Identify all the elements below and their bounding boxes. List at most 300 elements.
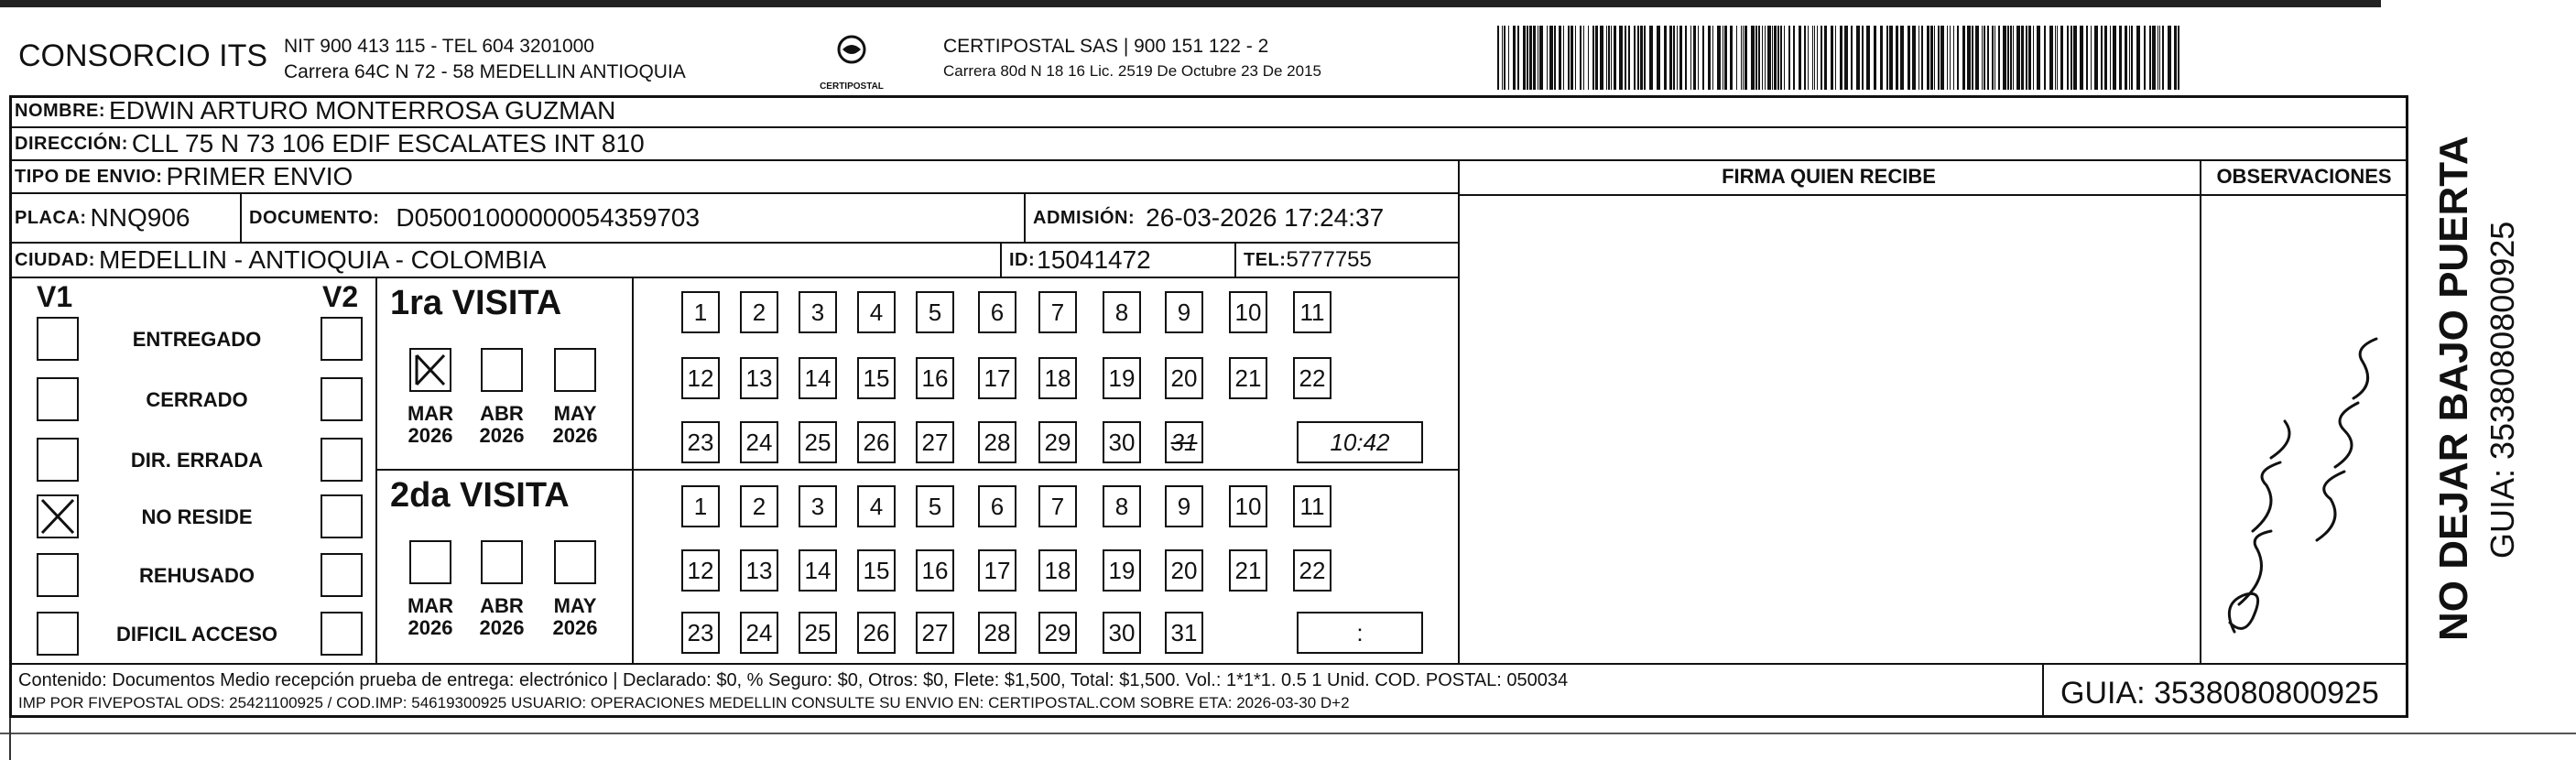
barcode-bar bbox=[1889, 26, 1893, 90]
barcode-bar bbox=[2136, 26, 2140, 90]
barcode-bar bbox=[2178, 26, 2179, 90]
day-box[interactable]: 15 bbox=[857, 357, 896, 399]
day-box[interactable]: 28 bbox=[978, 421, 1016, 463]
divider-footer-guia bbox=[2042, 663, 2044, 718]
barcode-bar bbox=[1547, 26, 1548, 90]
barcode-bar bbox=[1554, 26, 1556, 90]
side-notice: NO DEJAR BAJO PUERTA bbox=[2431, 136, 2476, 641]
barcode-bar bbox=[1611, 26, 1612, 90]
divider-observaciones bbox=[2200, 161, 2201, 663]
barcode-bar bbox=[1856, 26, 1860, 90]
barcode-bar bbox=[1844, 26, 1848, 90]
day-box[interactable]: 27 bbox=[916, 612, 954, 654]
month-label bbox=[548, 403, 603, 447]
barcode-bar bbox=[2131, 26, 2133, 90]
barcode-bar bbox=[1938, 26, 1940, 90]
placa-value: NNQ906 bbox=[90, 203, 190, 232]
barcode-bar bbox=[1765, 26, 1766, 90]
barcode-bar bbox=[1657, 26, 1660, 90]
tipo-value: PRIMER ENVIO bbox=[166, 162, 353, 190]
month-checkbox[interactable] bbox=[481, 348, 523, 392]
barcode-bar bbox=[1634, 26, 1636, 90]
day-box[interactable]: 10 bbox=[1229, 485, 1267, 527]
barcode-bar bbox=[1896, 26, 1898, 90]
day-box[interactable]: 5 bbox=[916, 291, 954, 333]
day-box[interactable]: 2 bbox=[740, 291, 778, 333]
v1-header: V1 bbox=[37, 280, 73, 313]
day-box[interactable]: 6 bbox=[978, 485, 1016, 527]
barcode-bar bbox=[2144, 26, 2146, 90]
status-option-label: NO RESIDE bbox=[141, 505, 253, 528]
day-box[interactable]: 11 bbox=[1293, 485, 1331, 527]
barcode bbox=[1497, 26, 2184, 90]
documento-value: D05001000000054359703 bbox=[396, 203, 701, 232]
barcode-bar bbox=[2007, 26, 2009, 90]
barcode-bar bbox=[1606, 26, 1607, 90]
day-box[interactable]: 23 bbox=[681, 421, 720, 463]
day-box[interactable]: 4 bbox=[857, 485, 896, 527]
barcode-bar bbox=[1743, 26, 1744, 90]
barcode-bar bbox=[1758, 26, 1760, 90]
barcode-bar bbox=[1772, 26, 1773, 90]
barcode-bar bbox=[2003, 26, 2006, 90]
barcode-bar bbox=[1817, 26, 1818, 90]
barcode-bar bbox=[1982, 26, 1983, 90]
barcode-bar bbox=[1523, 26, 1526, 90]
barcode-bar bbox=[1804, 26, 1806, 90]
status-option-label: DIFICIL ACCESO bbox=[115, 623, 277, 646]
id-value: 15041472 bbox=[1037, 245, 1151, 274]
barcode-bar bbox=[1724, 26, 1727, 90]
barcode-bar bbox=[2010, 26, 2012, 90]
barcode-bar bbox=[1762, 26, 1763, 90]
barcode-bar bbox=[2168, 26, 2171, 90]
day-box[interactable]: 5 bbox=[916, 485, 954, 527]
day-box[interactable]: 6 bbox=[978, 291, 1016, 333]
first-visit-title: 1ra VISITA bbox=[390, 284, 562, 322]
day-box[interactable]: 4 bbox=[857, 291, 896, 333]
firma-header: FIRMA QUIEN RECIBE bbox=[1722, 165, 1936, 188]
barcode-bar bbox=[1987, 26, 1989, 90]
barcode-bar bbox=[2104, 26, 2107, 90]
divider-admision bbox=[1024, 194, 1026, 242]
barcode-bar bbox=[2125, 26, 2127, 90]
barcode-bar bbox=[1640, 26, 1643, 90]
barcode-bar bbox=[1930, 26, 1933, 90]
barcode-bar bbox=[1808, 26, 1809, 90]
barcode-bar bbox=[1614, 26, 1616, 90]
admision-label: ADMISIÓN: bbox=[1033, 207, 1136, 228]
barcode-bar bbox=[1690, 26, 1691, 90]
barcode-bar bbox=[1957, 26, 1959, 90]
barcode-bar bbox=[1608, 26, 1610, 90]
day-box[interactable]: 29 bbox=[1038, 421, 1077, 463]
ciudad-value: MEDELLIN - ANTIOQUIA - COLOMBIA bbox=[98, 245, 547, 274]
barcode-bar bbox=[2174, 26, 2177, 90]
month-checkbox[interactable] bbox=[409, 348, 451, 392]
barcode-bar bbox=[1736, 26, 1737, 90]
barcode-bar bbox=[1866, 26, 1870, 90]
company-name: CONSORCIO ITS bbox=[18, 38, 268, 73]
v1-checkbox[interactable] bbox=[37, 494, 79, 538]
day-box[interactable]: 9 bbox=[1165, 485, 1203, 527]
day-box[interactable]: 21 bbox=[1229, 357, 1267, 399]
barcode-bar bbox=[1745, 26, 1747, 90]
footer-line1: Contenido: Documentos Medio recepción prueba de entrega: electrónico | Declarado: $0, % Seguro: $0, Otros: $0, Flete: $1,500, Total: $1,500. Vol.: 1*1*1. 0.5 1 Unid. COD. POSTAL: 050034 bbox=[18, 670, 1569, 690]
barcode-bar bbox=[1527, 26, 1528, 90]
certipostal-logo bbox=[815, 33, 888, 92]
barcode-bar bbox=[1588, 26, 1589, 90]
day-box[interactable]: 24 bbox=[740, 612, 778, 654]
barcode-bar bbox=[2067, 26, 2069, 90]
day-box[interactable]: 26 bbox=[857, 421, 896, 463]
month-name: MAR bbox=[407, 402, 454, 425]
v2-checkbox[interactable] bbox=[321, 317, 363, 361]
barcode-bar bbox=[1812, 26, 1813, 90]
barcode-bar bbox=[2016, 26, 2020, 90]
day-box[interactable]: 3 bbox=[799, 291, 837, 333]
v2-checkbox[interactable] bbox=[321, 553, 363, 597]
v2-checkbox[interactable] bbox=[321, 438, 363, 482]
barcode-bar bbox=[2037, 26, 2040, 90]
day-box[interactable]: 8 bbox=[1103, 291, 1141, 333]
day-box[interactable]: 16 bbox=[916, 357, 954, 399]
barcode-bar bbox=[1998, 26, 2000, 90]
barcode-bar bbox=[1984, 26, 1985, 90]
barcode-bar bbox=[2162, 26, 2164, 90]
barcode-bar bbox=[2080, 26, 2083, 90]
barcode-bar bbox=[1840, 26, 1842, 90]
barcode-bar bbox=[1580, 26, 1581, 90]
day-box[interactable]: 30 bbox=[1103, 612, 1141, 654]
barcode-bar bbox=[1874, 26, 1876, 90]
direccion-label: DIRECCIÓN: bbox=[15, 133, 128, 154]
v2-checkbox[interactable] bbox=[321, 612, 363, 656]
barcode-bar bbox=[1967, 26, 1971, 90]
barcode-bar bbox=[1497, 26, 1499, 90]
barcode-bar bbox=[1755, 26, 1757, 90]
month-label bbox=[403, 403, 458, 447]
barcode-bar bbox=[1698, 26, 1699, 90]
id-label: ID: bbox=[1009, 249, 1036, 270]
divider-firma bbox=[1458, 161, 1460, 663]
day-box[interactable]: 7 bbox=[1038, 485, 1077, 527]
barcode-bar bbox=[1677, 26, 1678, 90]
barcode-bar bbox=[2044, 26, 2046, 90]
barcode-bar bbox=[2129, 26, 2130, 90]
day-box[interactable]: 2 bbox=[740, 485, 778, 527]
barcode-bar bbox=[1685, 26, 1687, 90]
day-box[interactable]: 18 bbox=[1038, 549, 1077, 592]
day-box[interactable]: 29 bbox=[1038, 612, 1077, 654]
observaciones-header: OBSERVACIONES bbox=[2216, 165, 2392, 188]
day-box[interactable]: 12 bbox=[681, 357, 720, 399]
barcode-bar bbox=[2049, 26, 2053, 90]
barcode-bar bbox=[2094, 26, 2098, 90]
month-year: 2026 bbox=[552, 616, 598, 639]
barcode-bar bbox=[1774, 26, 1777, 90]
scan-edge bbox=[0, 0, 2381, 7]
month-year: 2026 bbox=[408, 424, 453, 447]
barcode-bar bbox=[1799, 26, 1801, 90]
barcode-bar bbox=[1784, 26, 1785, 90]
month-year: 2026 bbox=[408, 616, 453, 639]
second-visit-title: 2da VISITA bbox=[390, 476, 570, 515]
barcode-bar bbox=[1664, 26, 1667, 90]
day-box[interactable]: 19 bbox=[1103, 357, 1141, 399]
day-box[interactable]: 22 bbox=[1293, 549, 1331, 592]
carrier-line: CERTIPOSTAL SAS | 900 151 122 - 2 bbox=[943, 36, 1269, 57]
barcode-bar bbox=[1649, 26, 1653, 90]
barcode-bar bbox=[1851, 26, 1853, 90]
month-year: 2026 bbox=[479, 616, 525, 639]
barcode-bar bbox=[1934, 26, 1935, 90]
day-box[interactable]: 13 bbox=[740, 549, 778, 592]
day-box[interactable]: 8 bbox=[1103, 485, 1141, 527]
barcode-bar bbox=[1767, 26, 1771, 90]
documento-label: DOCUMENTO: bbox=[249, 207, 380, 228]
barcode-bar bbox=[2026, 26, 2027, 90]
barcode-bar bbox=[1900, 26, 1904, 90]
day-box[interactable]: 11 bbox=[1293, 291, 1331, 333]
day-box[interactable]: 20 bbox=[1165, 357, 1203, 399]
day-box[interactable]: 17 bbox=[978, 549, 1016, 592]
footer-guia: GUIA: 3538080800925 bbox=[2060, 676, 2379, 711]
v1-checkbox[interactable] bbox=[37, 438, 79, 482]
month-checkbox[interactable] bbox=[481, 540, 523, 584]
barcode-bar bbox=[1533, 26, 1536, 90]
barcode-bar bbox=[1583, 26, 1584, 90]
tipo-label: TIPO DE ENVIO: bbox=[15, 166, 163, 187]
visit-time-field[interactable]: 10:42 bbox=[1297, 421, 1423, 463]
barcode-bar bbox=[2013, 26, 2014, 90]
barcode-bar bbox=[1693, 26, 1696, 90]
barcode-bar bbox=[1780, 26, 1782, 90]
barcode-bar bbox=[1502, 26, 1503, 90]
barcode-bar bbox=[1950, 26, 1951, 90]
barcode-bar bbox=[1886, 26, 1888, 90]
barcode-bar bbox=[2101, 26, 2103, 90]
day-box[interactable]: 12 bbox=[681, 549, 720, 592]
barcode-bar bbox=[2057, 26, 2058, 90]
day-box[interactable]: 20 bbox=[1165, 549, 1203, 592]
barcode-bar bbox=[1568, 26, 1570, 90]
barcode-bar bbox=[1708, 26, 1711, 90]
day-box[interactable]: 28 bbox=[978, 612, 1016, 654]
divider-header-right bbox=[1458, 194, 2408, 196]
v1-checkbox[interactable] bbox=[37, 612, 79, 656]
visit-time-field[interactable]: : bbox=[1297, 612, 1423, 654]
day-box[interactable]: 25 bbox=[799, 421, 837, 463]
barcode-bar bbox=[1712, 26, 1713, 90]
barcode-bar bbox=[1513, 26, 1516, 90]
month-checkbox[interactable] bbox=[554, 540, 596, 584]
row-tipo bbox=[9, 161, 1458, 194]
row-nombre bbox=[9, 95, 2408, 128]
barcode-bar bbox=[1777, 26, 1779, 90]
tel-label: TEL: bbox=[1244, 249, 1287, 270]
barcode-bar bbox=[1702, 26, 1704, 90]
barcode-bar bbox=[2060, 26, 2063, 90]
barcode-bar bbox=[1912, 26, 1916, 90]
logo-text: CERTIPOSTAL bbox=[820, 81, 884, 92]
barcode-bar bbox=[2021, 26, 2024, 90]
month-name: MAY bbox=[553, 594, 597, 617]
row-placa bbox=[9, 194, 1458, 244]
barcode-bar bbox=[1625, 26, 1626, 90]
month-year: 2026 bbox=[479, 424, 525, 447]
day-box[interactable]: 1 bbox=[681, 485, 720, 527]
barcode-bar bbox=[1835, 26, 1836, 90]
barcode-bar bbox=[1741, 26, 1742, 90]
month-checkbox[interactable] bbox=[554, 348, 596, 392]
day-box[interactable]: 26 bbox=[857, 612, 896, 654]
month-label bbox=[548, 595, 603, 639]
divider-status bbox=[375, 278, 377, 663]
month-year: 2026 bbox=[552, 424, 598, 447]
day-box[interactable]: 1 bbox=[681, 291, 720, 333]
status-option-label: REHUSADO bbox=[139, 564, 255, 587]
day-box[interactable]: 14 bbox=[799, 357, 837, 399]
day-box[interactable]: 7 bbox=[1038, 291, 1077, 333]
barcode-bar bbox=[2071, 26, 2072, 90]
day-box[interactable]: 3 bbox=[799, 485, 837, 527]
day-box[interactable]: 16 bbox=[916, 549, 954, 592]
barcode-bar bbox=[2028, 26, 2031, 90]
month-label bbox=[474, 595, 529, 639]
company-nit: NIT 900 413 115 - TEL 604 3201000 bbox=[284, 36, 594, 57]
barcode-bar bbox=[1730, 26, 1733, 90]
admision-value: 26-03-2026 17:24:37 bbox=[1146, 203, 1385, 232]
v1-checkbox[interactable] bbox=[37, 553, 79, 597]
barcode-bar bbox=[1992, 26, 1994, 90]
barcode-bar bbox=[2159, 26, 2160, 90]
barcode-bar bbox=[1975, 26, 1979, 90]
nombre-label: NOMBRE: bbox=[15, 100, 106, 121]
barcode-bar bbox=[1563, 26, 1564, 90]
day-box[interactable]: 10 bbox=[1229, 291, 1267, 333]
day-box[interactable]: 18 bbox=[1038, 357, 1077, 399]
barcode-bar bbox=[1793, 26, 1795, 90]
day-box[interactable]: 13 bbox=[740, 357, 778, 399]
day-box[interactable]: 15 bbox=[857, 549, 896, 592]
barcode-bar bbox=[1717, 26, 1721, 90]
handwritten-observation bbox=[2216, 302, 2399, 650]
barcode-bar bbox=[1921, 26, 1923, 90]
month-label bbox=[474, 403, 529, 447]
barcode-bar bbox=[2091, 26, 2092, 90]
barcode-bar bbox=[1814, 26, 1815, 90]
ciudad-label: CIUDAD: bbox=[15, 249, 95, 270]
day-box[interactable]: 24 bbox=[740, 421, 778, 463]
day-box[interactable]: 30 bbox=[1103, 421, 1141, 463]
barcode-bar bbox=[2110, 26, 2111, 90]
carrier-address: Carrera 80d N 18 16 Lic. 2519 De Octubre 23 De 2015 bbox=[943, 62, 1321, 80]
barcode-bar bbox=[1953, 26, 1954, 90]
scan-edge-bottom bbox=[0, 733, 2576, 734]
placa-label: PLACA: bbox=[15, 207, 87, 228]
v2-header: V2 bbox=[322, 280, 359, 313]
barcode-bar bbox=[1918, 26, 1919, 90]
day-box[interactable]: 14 bbox=[799, 549, 837, 592]
barcode-bar bbox=[1559, 26, 1561, 90]
divider-footer bbox=[9, 663, 2408, 665]
barcode-bar bbox=[2086, 26, 2088, 90]
company-address: Carrera 64C N 72 - 58 MEDELLIN ANTIOQUIA bbox=[284, 61, 686, 82]
month-checkbox[interactable] bbox=[409, 540, 451, 584]
barcode-bar bbox=[1571, 26, 1573, 90]
barcode-bar bbox=[1600, 26, 1603, 90]
barcode-bar bbox=[1637, 26, 1639, 90]
barcode-bar bbox=[1880, 26, 1883, 90]
v2-checkbox[interactable] bbox=[321, 377, 363, 421]
barcode-bar bbox=[1908, 26, 1910, 90]
barcode-bar bbox=[1821, 26, 1822, 90]
month-name: MAR bbox=[407, 594, 454, 617]
day-box[interactable]: 19 bbox=[1103, 549, 1141, 592]
scan-edge-left bbox=[9, 718, 11, 760]
barcode-bar bbox=[1529, 26, 1532, 90]
side-guia: GUIA: 3538080800925 bbox=[2484, 221, 2521, 559]
day-box[interactable]: 31 bbox=[1165, 421, 1203, 463]
barcode-bar bbox=[1751, 26, 1755, 90]
day-box[interactable]: 25 bbox=[799, 612, 837, 654]
footer-line2: IMP POR FIVEPOSTAL ODS: 25421100925 / COD.IMP: 54619300925 USUARIO: OPERACIONES MEDELLIN CONSULTE SU ENVIO EN: CERTIPOSTAL.COM SOBRE ETA: 2026-03-30 D+2 bbox=[18, 694, 1350, 711]
barcode-bar bbox=[1972, 26, 1973, 90]
day-box[interactable]: 31 bbox=[1165, 612, 1203, 654]
barcode-bar bbox=[1940, 26, 1944, 90]
barcode-bar bbox=[1669, 26, 1672, 90]
barcode-bar bbox=[2149, 26, 2151, 90]
tel-value: 5777755 bbox=[1286, 247, 1372, 272]
divider-placa bbox=[240, 194, 242, 242]
barcode-bar bbox=[1862, 26, 1864, 90]
barcode-bar bbox=[1824, 26, 1827, 90]
barcode-bar bbox=[1628, 26, 1630, 90]
barcode-bar bbox=[1788, 26, 1790, 90]
day-box[interactable]: 17 bbox=[978, 357, 1016, 399]
barcode-bar bbox=[1927, 26, 1929, 90]
barcode-bar bbox=[2152, 26, 2156, 90]
row-ciudad bbox=[9, 244, 1458, 278]
barcode-bar bbox=[2073, 26, 2077, 90]
barcode-bar bbox=[1831, 26, 1833, 90]
barcode-bar bbox=[1508, 26, 1509, 90]
barcode-bar bbox=[2055, 26, 2056, 90]
v2-checkbox[interactable] bbox=[321, 494, 363, 538]
divider-id bbox=[1000, 244, 1002, 277]
barcode-bar bbox=[2119, 26, 2122, 90]
day-box[interactable]: 21 bbox=[1229, 549, 1267, 592]
v1-checkbox[interactable] bbox=[37, 317, 79, 361]
day-box[interactable]: 23 bbox=[681, 612, 720, 654]
barcode-bar bbox=[1539, 26, 1543, 90]
divider-months bbox=[632, 278, 634, 663]
day-box[interactable]: 27 bbox=[916, 421, 954, 463]
barcode-bar bbox=[1679, 26, 1682, 90]
barcode-bar bbox=[2033, 26, 2034, 90]
barcode-bar bbox=[1947, 26, 1948, 90]
v1-checkbox[interactable] bbox=[37, 377, 79, 421]
barcode-bar bbox=[1504, 26, 1505, 90]
direccion-value: CLL 75 N 73 106 EDIF ESCALATES INT 810 bbox=[131, 129, 645, 157]
day-box[interactable]: 22 bbox=[1293, 357, 1331, 399]
divider-tel bbox=[1234, 244, 1236, 277]
day-box[interactable]: 9 bbox=[1165, 291, 1203, 333]
barcode-bar bbox=[2113, 26, 2116, 90]
barcode-bar bbox=[1673, 26, 1675, 90]
nombre-value: EDWIN ARTURO MONTERROSA GUZMAN bbox=[109, 96, 616, 125]
